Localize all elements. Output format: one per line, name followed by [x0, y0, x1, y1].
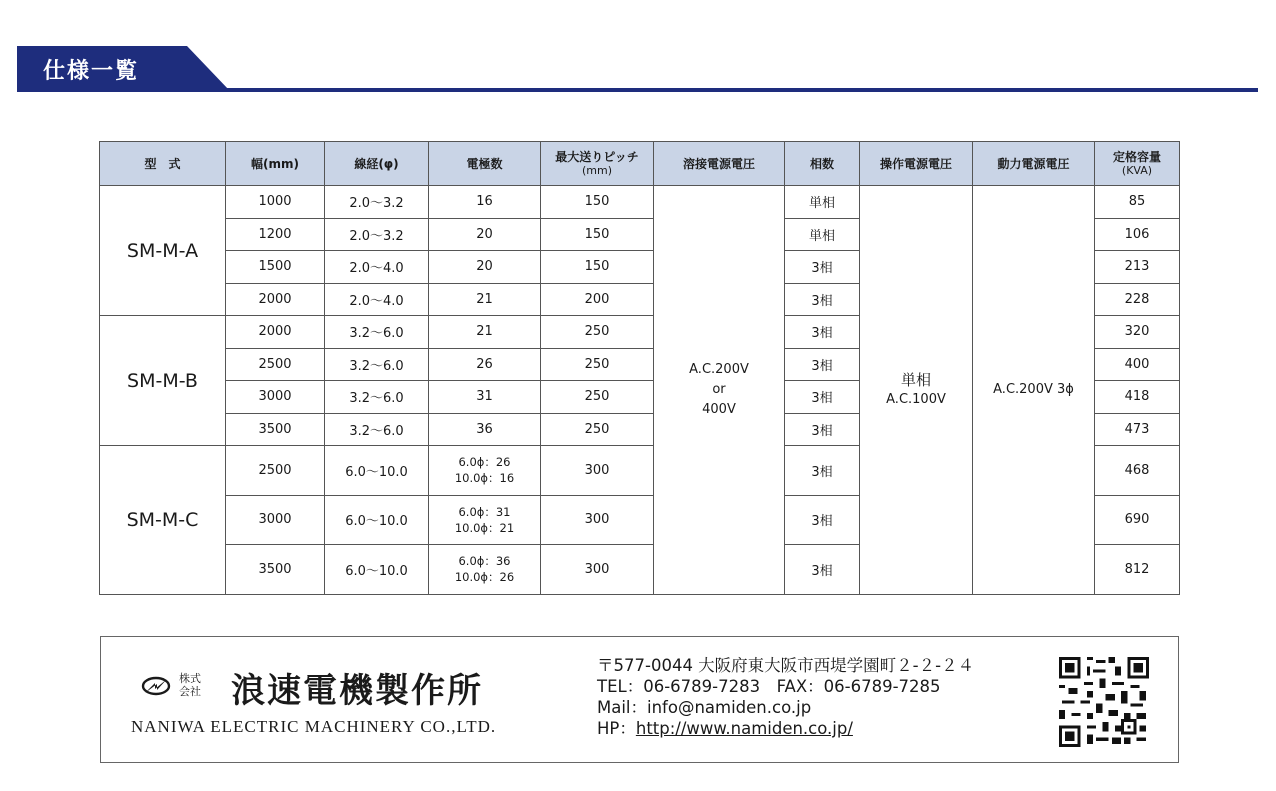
company-footer — [100, 636, 1179, 763]
wire-cell: 6.0〜10.0 — [325, 495, 429, 545]
col-header-phase: 相数 — [785, 142, 860, 186]
kva-cell: 228 — [1095, 283, 1180, 316]
pitch-cell: 150 — [541, 218, 654, 251]
wire-cell: 6.0〜10.0 — [325, 545, 429, 595]
electrodes-cell: 36 — [429, 413, 541, 446]
width-cell: 2500 — [226, 446, 325, 496]
electrodes-cell: 20 — [429, 218, 541, 251]
kva-cell: 320 — [1095, 316, 1180, 349]
electrodes-cell: 6.0ϕ：31 10.0ϕ：21 — [429, 495, 541, 545]
col-header-electrodes: 電極数 — [429, 142, 541, 186]
qr-code-icon — [1059, 657, 1149, 747]
col-header-width: 幅(mm) — [226, 142, 325, 186]
col-header-welding-voltage: 溶接電源電圧 — [654, 142, 785, 186]
pitch-cell: 250 — [541, 348, 654, 381]
width-cell: 1200 — [226, 218, 325, 251]
phase-cell: 3相 — [785, 545, 860, 595]
pitch-cell: 300 — [541, 545, 654, 595]
phase-cell: 3相 — [785, 316, 860, 349]
model-cell: SM-M-B — [100, 316, 226, 446]
pitch-cell: 150 — [541, 186, 654, 219]
power-voltage-cell: A.C.200V 3ϕ — [973, 186, 1095, 595]
page-title: 仕様一覧 — [43, 59, 140, 84]
electrodes-cell: 6.0ϕ：26 10.0ϕ：16 — [429, 446, 541, 496]
col-header-kva: 定格容量 (KVA) — [1095, 142, 1180, 186]
phase-cell: 単相 — [785, 186, 860, 219]
pitch-cell: 250 — [541, 413, 654, 446]
col-header-model: 型 式 — [100, 142, 226, 186]
pitch-cell: 250 — [541, 316, 654, 349]
width-cell: 3500 — [226, 413, 325, 446]
kva-cell: 400 — [1095, 348, 1180, 381]
width-cell: 3000 — [226, 381, 325, 414]
phase-cell: 3相 — [785, 413, 860, 446]
wire-cell: 2.0〜4.0 — [325, 251, 429, 284]
col-header-wire: 線経(φ) — [325, 142, 429, 186]
electrodes-cell: 31 — [429, 381, 541, 414]
pitch-cell: 300 — [541, 495, 654, 545]
width-cell: 3000 — [226, 495, 325, 545]
spec-table — [99, 141, 1180, 595]
website-link[interactable]: http://www.namiden.co.jp/ — [635, 719, 853, 738]
electrodes-cell: 21 — [429, 316, 541, 349]
wire-cell: 2.0〜3.2 — [325, 186, 429, 219]
wire-cell: 3.2〜6.0 — [325, 413, 429, 446]
wire-cell: 2.0〜3.2 — [325, 218, 429, 251]
electrodes-cell: 20 — [429, 251, 541, 284]
electrodes-cell: 21 — [429, 283, 541, 316]
phase-cell: 3相 — [785, 348, 860, 381]
kva-cell: 812 — [1095, 545, 1180, 595]
kva-cell: 418 — [1095, 381, 1180, 414]
company-logo-icon — [141, 671, 171, 701]
phase-cell: 3相 — [785, 381, 860, 414]
wire-cell: 3.2〜6.0 — [325, 348, 429, 381]
table-row — [100, 186, 1180, 219]
model-cell: SM-M-A — [100, 186, 226, 316]
col-header-pitch: 最大送りピッチ (mm) — [541, 142, 654, 186]
contact-block — [597, 655, 974, 739]
pitch-cell: 200 — [541, 283, 654, 316]
kva-cell: 213 — [1095, 251, 1180, 284]
kva-cell: 106 — [1095, 218, 1180, 251]
electrodes-cell: 6.0ϕ：36 10.0ϕ：26 — [429, 545, 541, 595]
col-header-power-voltage: 動力電源電圧 — [973, 142, 1095, 186]
phase-cell: 3相 — [785, 446, 860, 496]
kva-cell: 468 — [1095, 446, 1180, 496]
welding-voltage-cell: A.C.200V or 400V — [654, 186, 785, 595]
wire-cell: 3.2〜6.0 — [325, 316, 429, 349]
kva-cell: 85 — [1095, 186, 1180, 219]
kva-cell: 690 — [1095, 495, 1180, 545]
header-rule — [17, 88, 1258, 92]
width-cell: 2000 — [226, 316, 325, 349]
width-cell: 3500 — [226, 545, 325, 595]
address-line: 〒577-0044 大阪府東大阪市西堤学園町２-２-２４ — [597, 656, 975, 675]
electrodes-cell: 16 — [429, 186, 541, 219]
kva-cell: 473 — [1095, 413, 1180, 446]
electrodes-cell: 26 — [429, 348, 541, 381]
hp-line: HP：http://www.namiden.co.jp/ — [597, 719, 853, 738]
wire-cell: 3.2〜6.0 — [325, 381, 429, 414]
wire-cell: 2.0〜4.0 — [325, 283, 429, 316]
phase-cell: 3相 — [785, 283, 860, 316]
section-header — [17, 46, 1258, 93]
company-name-en: NANIWA ELECTRIC MACHINERY CO.,LTD. — [131, 717, 497, 736]
col-header-operation-voltage: 操作電源電圧 — [860, 142, 973, 186]
company-name-jp: 浪速電機製作所 — [231, 671, 483, 711]
kabushiki-label: 株式会社 — [179, 672, 201, 698]
table-header-row — [100, 142, 1180, 186]
mail-line: Mail：info@namiden.co.jp — [597, 698, 812, 717]
width-cell: 2000 — [226, 283, 325, 316]
pitch-cell: 300 — [541, 446, 654, 496]
width-cell: 1000 — [226, 186, 325, 219]
width-cell: 1500 — [226, 251, 325, 284]
tel-fax-line: TEL：06-6789-7283 FAX：06-6789-7285 — [597, 677, 941, 696]
pitch-cell: 250 — [541, 381, 654, 414]
phase-cell: 3相 — [785, 495, 860, 545]
operation-voltage-cell: 単相 A.C.100V — [860, 186, 973, 595]
pitch-cell: 150 — [541, 251, 654, 284]
phase-cell: 3相 — [785, 251, 860, 284]
width-cell: 2500 — [226, 348, 325, 381]
model-cell: SM-M-C — [100, 446, 226, 595]
wire-cell: 6.0〜10.0 — [325, 446, 429, 496]
phase-cell: 単相 — [785, 218, 860, 251]
